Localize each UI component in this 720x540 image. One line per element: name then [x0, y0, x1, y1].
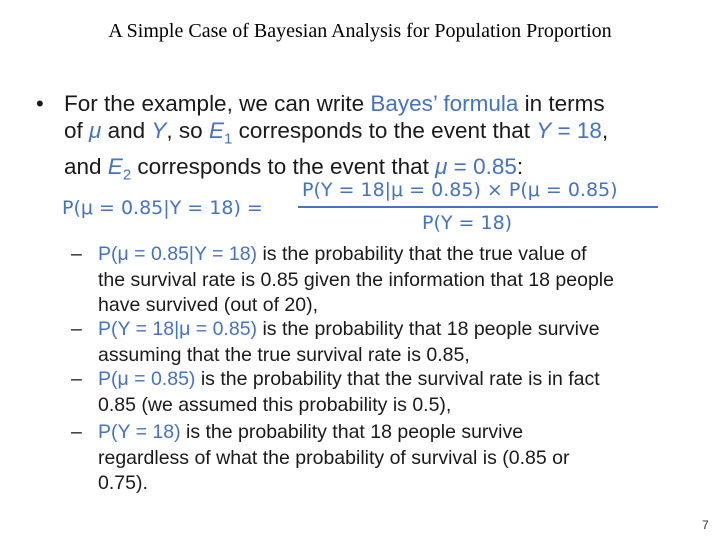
dash-marker: –: [71, 243, 82, 265]
sub-item-line: [98, 242, 698, 268]
y-value: = 18: [551, 118, 602, 143]
sub-item-line: 0.85 (we assumed this probability is 0.5),: [98, 393, 452, 416]
page-number: 7: [702, 518, 709, 532]
e2-symbol: [107, 153, 132, 183]
intro-text: corresponds to the event that: [232, 118, 537, 143]
sub-item-text: is the probability that 18 people survive: [180, 421, 524, 443]
intro-text: corresponds to the event that: [131, 153, 436, 179]
bayes-formula: [62, 179, 672, 239]
sub-item-2: [71, 317, 698, 368]
bullet-marker: •: [36, 91, 44, 116]
mu-symbol: μ: [435, 153, 448, 179]
intro-text: and: [101, 118, 152, 143]
probability-expression: P(Y = 18|μ = 0.85): [98, 318, 258, 340]
intro-paragraph: [64, 90, 684, 188]
fraction-bar: [298, 206, 658, 208]
probability-expression: P(μ = 0.85): [98, 368, 196, 390]
e1-symbol: [208, 118, 233, 148]
sub-item-line: [98, 317, 698, 343]
sub-item-1: [71, 242, 698, 319]
probability-expression: P(μ = 0.85|Y = 18): [98, 243, 258, 265]
sub-item-line: 0.75).: [98, 472, 148, 494]
sub-item-line: assuming that the true survival rate is 0.85,: [98, 343, 470, 366]
slide-title: A Simple Case of Bayesian Analysis for Population Proportion: [108, 20, 612, 42]
sub-item-line: [98, 420, 698, 446]
e1-subscript: 1: [223, 130, 233, 148]
sub-item-4: [71, 420, 698, 497]
sub-item-line: have survived (out of 20),: [98, 294, 319, 316]
sub-item-text: is the probability that the survival rate is in fact: [195, 368, 600, 390]
intro-text: :: [516, 153, 524, 179]
sub-item-text: is the probability that 18 people survive: [257, 318, 600, 340]
formula-numerator: P(Y = 18|μ = 0.85) × P(μ = 0.85): [302, 179, 618, 201]
y-symbol: Y: [536, 118, 552, 143]
intro-text: in terms: [518, 91, 605, 116]
intro-text: , so: [166, 118, 209, 143]
sub-item-text: is the probability that the true value of: [257, 243, 587, 265]
dash-marker: –: [71, 368, 82, 390]
e2-subscript: 2: [122, 166, 132, 183]
formula-denominator: P(Y = 18): [422, 212, 513, 234]
sub-item-line: [98, 367, 698, 393]
sub-item-3: [71, 367, 698, 418]
intro-line-2: [64, 117, 684, 153]
formula-lhs: P(μ = 0.85|Y = 18) =: [62, 197, 263, 219]
mu-symbol: μ: [89, 118, 102, 143]
sub-item-line: the survival rate is 0.85 given the information that 18 people: [98, 268, 614, 291]
dash-marker: –: [71, 318, 82, 340]
y-symbol: Y: [151, 118, 167, 143]
dash-marker: –: [71, 421, 82, 443]
bayes-formula-term: Bayes’ formula: [370, 91, 519, 116]
intro-text: and: [64, 153, 108, 179]
sub-item-line: regardless of what the probability of survival is (0.85 or: [98, 446, 570, 469]
intro-text: of: [64, 118, 90, 143]
intro-text: ,: [601, 118, 609, 143]
e-letter: E: [208, 118, 224, 143]
mu-value: = 0.85: [447, 153, 517, 179]
e-letter: E: [107, 153, 123, 179]
intro-line-1: [64, 90, 684, 117]
probability-expression: P(Y = 18): [98, 421, 181, 443]
intro-text: For the example, we can write: [64, 91, 371, 116]
